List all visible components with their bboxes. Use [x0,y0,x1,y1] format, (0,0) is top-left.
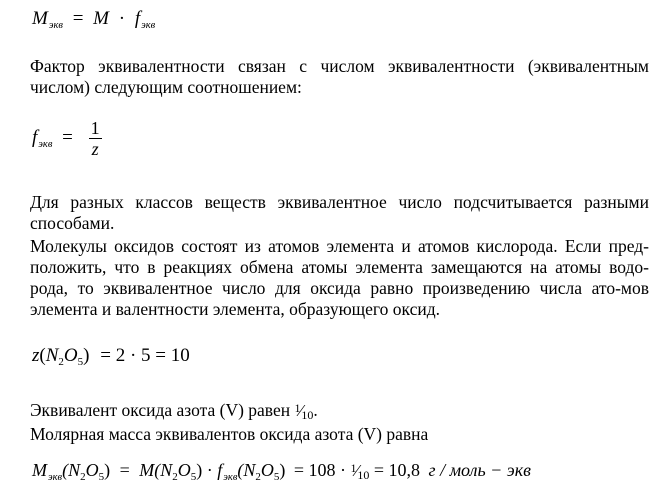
symbol-M: M [32,8,48,29]
symbol-f: f [32,126,38,148]
subscript-5b: 5 [190,471,197,483]
equals-sign: = [72,8,84,29]
paragraph-equivalent-number-classes: Для разных классов веществ эквивалентное число подсчитывается разными способами. [30,192,649,233]
fraction-one-over-z [89,118,102,159]
fraction-numerator: 1 [90,118,100,138]
formula-open-N-2: (N [154,460,173,480]
paragraph-equivalence-factor: Фактор эквивалентности связан с числом эквивалентности (эквивалентным числом) следующим соотношением: [30,56,649,97]
close-paren: ) [83,345,90,366]
symbol-z: z [32,345,40,366]
subscript-5c: 5 [273,471,280,483]
symbol-O: O [85,460,99,480]
inline-fraction-one-tenth [351,461,370,481]
paragraph-oxides: Молекулы оксидов состоят из атомов элемента и атомов кислорода. Если пред-положить, что в реакциях обмена атомы элемента замещаются на атомы водо-рода, то эквивалентное число для оксида равно произведению числа ато-мов элемента и валентности элемента, образующего оксид. [30,236,649,319]
equals-sign: = [62,126,73,148]
fraction-denominator: 10 [301,408,314,422]
subscript-2: 2 [80,471,86,483]
paragraph-equivalent-n2o5 [30,400,649,423]
formula-open-N-3: (N [237,460,256,480]
symbol-O: O [63,345,78,366]
equivalent-text: Эквивалент оксида азота (V) равен [30,400,291,420]
fraction-slash: ⁄ [355,461,359,480]
fraction-slash: ⁄ [299,401,303,420]
equation-molar-mass-n2o5 [32,460,531,481]
subscript-2: 2 [58,356,64,368]
symbol-N: N [45,345,59,366]
close-paren-2: ) [196,460,203,480]
subscript-ekv-2: экв [223,472,238,483]
fraction-numerator: 1 [350,461,357,475]
dot-operator: · [206,460,213,480]
equation-z-n2o5 [32,345,190,367]
subscript-2b: 2 [172,471,178,483]
symbol-f: f [134,8,141,29]
open-paren: ( [39,345,46,366]
subscript-ekv: экв [48,20,63,31]
rhs-value: = 2 · 5 = 10 [100,345,190,366]
value-108: = 108 · [293,460,347,480]
equation-molar-mass-equivalent [32,8,155,30]
fraction-denominator: z [91,139,99,159]
result-value: = 10,8 [373,460,421,480]
dot-operator: · [118,8,126,29]
equals-sign: = [119,460,130,480]
symbol-f: f [217,460,223,480]
unit-label: г / моль − экв [428,460,531,480]
symbol-M-2: M [93,8,109,29]
symbol-O-2: O [177,460,191,480]
fraction-numerator: 1 [294,401,301,415]
subscript-ekv: экв [38,138,53,150]
close-paren-3: ) [279,460,286,480]
subscript-5: 5 [98,471,105,483]
subscript-2c: 2 [255,471,261,483]
equation-equivalence-factor [32,118,102,159]
period: . [313,400,318,420]
inline-fraction-one-tenth [294,400,313,423]
subscript-ekv: экв [48,472,63,483]
subscript-5: 5 [77,356,84,368]
symbol-M: M [32,460,47,480]
close-paren: ) [104,460,111,480]
paragraph-molar-mass-n2o5: Молярная масса эквивалентов оксида азота (V) равна [30,424,429,444]
fraction-denominator: 10 [357,468,370,482]
formula-open-N: (N [62,460,81,480]
subscript-ekv-2: экв [141,20,156,31]
symbol-O-3: O [260,460,274,480]
symbol-M-2: M [139,460,155,480]
